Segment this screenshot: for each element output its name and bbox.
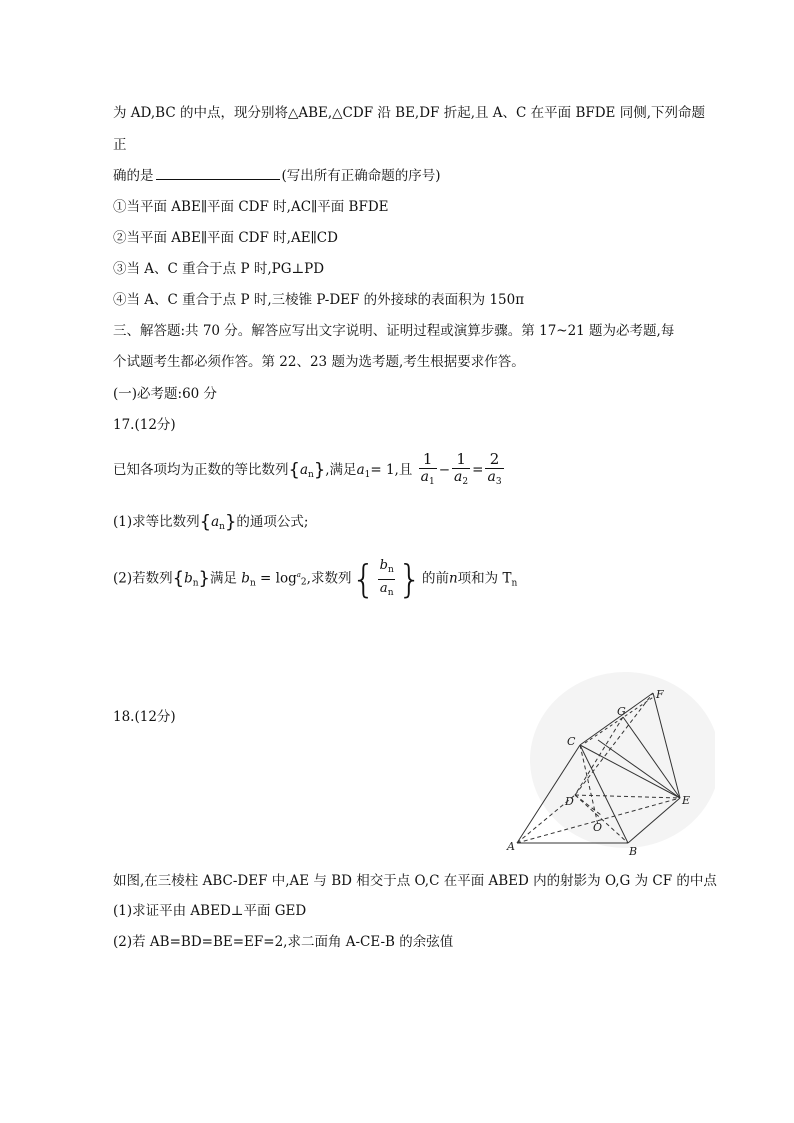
option-2: ②当平面 ABE∥平面 CDF 时,AE∥CD <box>113 230 338 246</box>
label-C: C <box>567 735 576 748</box>
fill-blank-prefix: 确的是 <box>113 168 154 184</box>
line-problem-continuation: 为 AD,BC 的中点，现分别将△ABE,△CDF 沿 BE,DF 折起,且 A、C 在平面 BFDE 同侧,下列命题 <box>113 105 705 121</box>
question-17-header: 17.(12分) <box>113 417 176 433</box>
label-B: B <box>629 845 638 855</box>
option-1: ①当平面 ABE∥平面 CDF 时,AC∥平面 BFDE <box>113 199 389 215</box>
fraction-1-over-a2: $\frac{1}{a_2}$ <box>452 451 470 491</box>
section-3-instructions: 三、解答题:共 70 分。解答应写出文字说明、证明过程或演算步骤。第 17~21 题为必考题,每 <box>113 323 675 339</box>
answer-blank <box>156 166 280 180</box>
line-fill-blank <box>113 166 441 185</box>
fill-blank-suffix: (写出所有正确命题的序号) <box>281 168 441 184</box>
label-F: F <box>656 688 664 701</box>
prism-figure <box>505 665 715 855</box>
label-O: O <box>593 821 603 834</box>
required-heading: (一)必考题:60 分 <box>113 386 218 402</box>
option-4: ④当 A、C 重合于点 P 时,三棱锥 P-DEF 的外接球的表面积为 150π <box>113 292 525 308</box>
label-G: G <box>617 705 626 718</box>
fraction-2-over-a3: $\frac{2}{a_3}$ <box>485 451 503 491</box>
label-E: E <box>682 794 691 807</box>
question-17-part-1: (1)求等比数列$\{a_n\}$的通项公式; <box>113 511 309 533</box>
question-18-part-2: (2)若 AB=BD=BE=EF=2,求二面角 A-CE-B 的余弦值 <box>113 934 454 950</box>
question-18-header: 18.(12分) <box>113 709 176 725</box>
question-17-part-2: (2)若数列$\{b_n\}$满足 $b_n = \log^a_2$,求数列{ $\frac{b_n}{a_n}$ }的前n项和为 $T_n$ <box>113 557 518 601</box>
label-A: A <box>507 840 515 853</box>
line-problem-continuation-b: 正 <box>113 137 127 153</box>
option-3: ③当 A、C 重合于点 P 时,PG⊥PD <box>113 261 325 277</box>
question-17-statement: 已知各项均为正数的等比数列$\{a_n\}$,满足$a_1= 1$,且 $\frac{1}{a_1}$ − $\frac{1}{a_2}$ = $\frac{2}{a_3}$ <box>113 450 506 495</box>
question-18-statement: 如图,在三棱柱 ABC-DEF 中,AE 与 BD 相交于点 O,C 在平面 ABED 内的射影为 O,G 为 CF 的中点 <box>113 873 717 889</box>
fraction-1-over-a1: $\frac{1}{a_1}$ <box>419 451 437 491</box>
section-3-instructions-b: 个试题考生都必须作答。第 22、23 题为选考题,考生根据要求作答。 <box>113 354 525 370</box>
label-D: D <box>565 795 574 808</box>
question-18-part-1: (1)求证平由 ABED⊥平面 GED <box>113 903 307 919</box>
fraction-bn-over-an: $\frac{b_n}{a_n}$ <box>378 557 396 602</box>
